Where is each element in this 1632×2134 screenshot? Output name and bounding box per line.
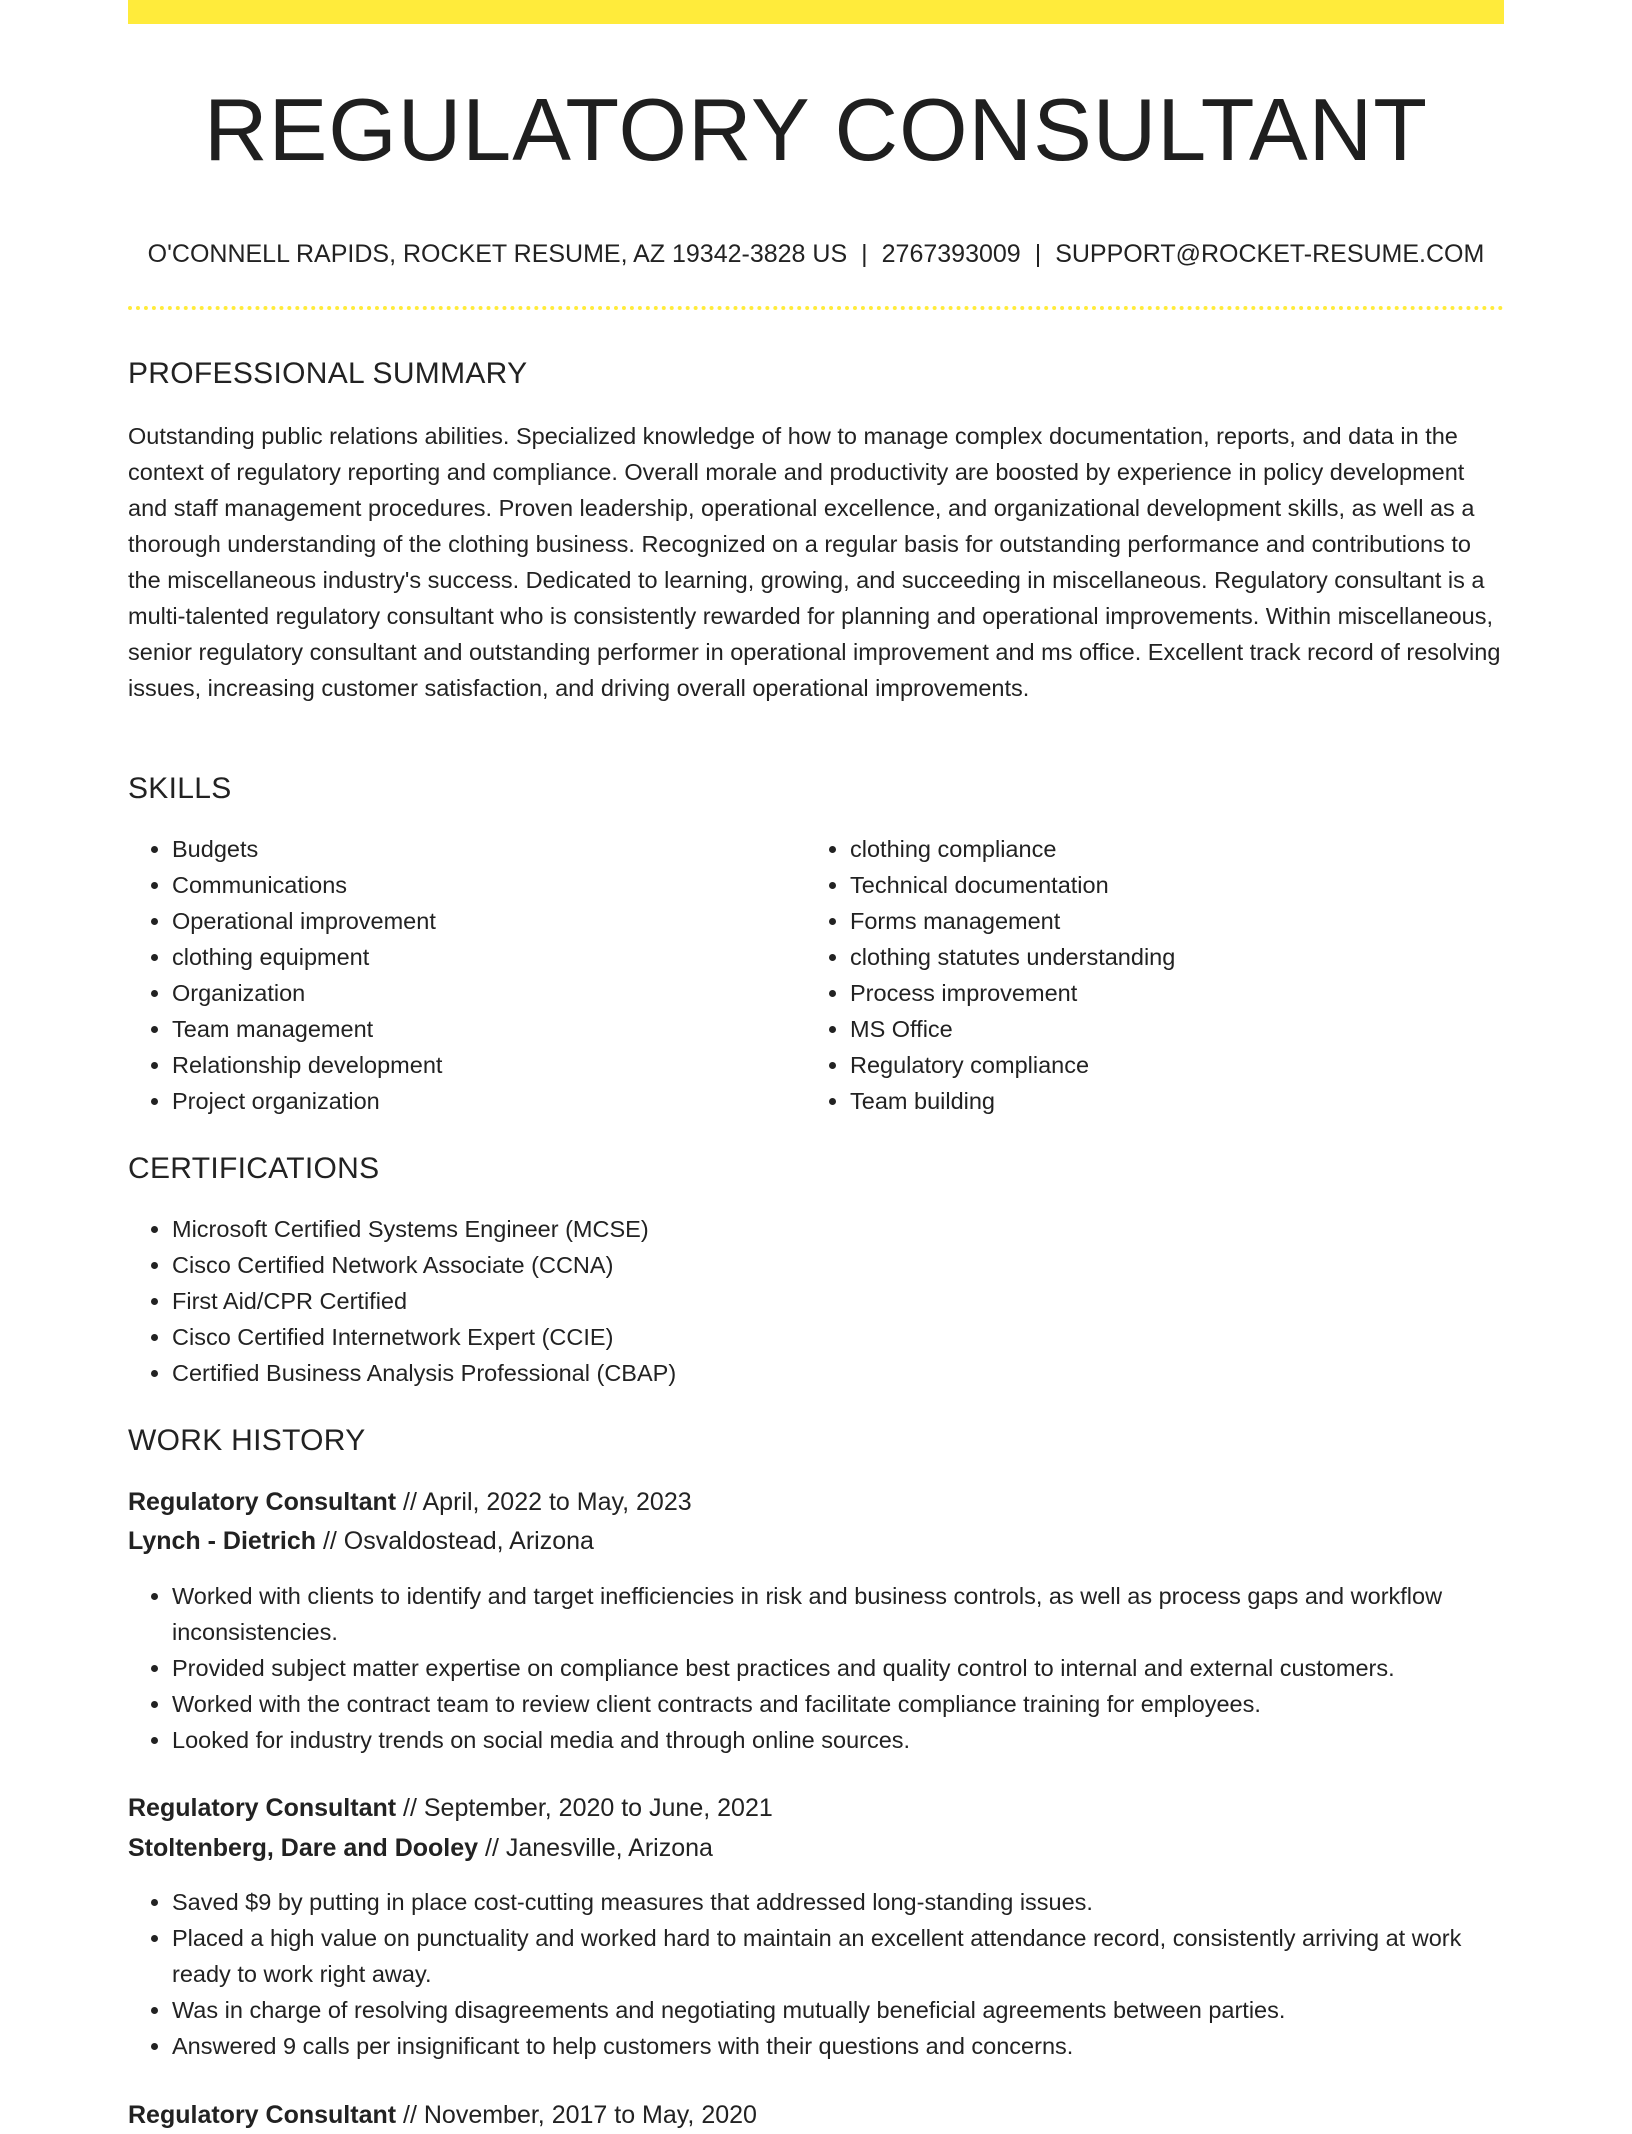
contact-separator: | [861, 240, 868, 268]
job-title: Regulatory Consultant [128, 2101, 397, 2129]
contact-email[interactable]: SUPPORT@ROCKET-RESUME.COM [1055, 240, 1485, 268]
skill-item: • Budgets [172, 831, 792, 867]
summary-heading: PROFESSIONAL SUMMARY [128, 357, 528, 390]
skill-item: • Project organization [172, 1083, 792, 1119]
job-bullets [128, 1578, 1504, 1758]
certification-item: • Cisco Certified Network Associate (CCNA) [172, 1247, 1502, 1283]
job-company: Stoltenberg, Dare and Dooley [128, 1834, 479, 1862]
skill-item: • clothing statutes understanding [850, 939, 1500, 975]
job-bullet: • Saved $9 by putting in place cost-cutting measures that addressed long-standing issues. [172, 1884, 1504, 1920]
skill-item: • Forms management [850, 903, 1500, 939]
skill-item: • Regulatory compliance [850, 1047, 1500, 1083]
job-bullet: • Placed a high value on punctuality and worked hard to maintain an excellent attendance record, consistently arriving at work ready to work right away. [172, 1920, 1504, 1992]
resume-title: REGULATORY CONSULTANT [204, 80, 1428, 179]
job-bullet: • Worked with the contract team to review client contracts and facilitate compliance training for employees. [172, 1686, 1504, 1722]
summary-text: Outstanding public relations abilities. Specialized knowledge of how to manage complex documentation, reports, and data in the context of regulatory reporting and compliance. Overall morale and productivity are boosted by experience in policy development and staff management procedures. Proven leadership, operational excellence, and organizational development skills, as well as a thorough understanding of the clothing business. Recognized on a regular basis for outstanding performance and contributions to the miscellaneous industry's success. Dedicated to learning, growing, and succeeding in miscellaneous. Regulatory consultant is a multi-talented regulatory consultant who is consistently rewarded for planning and operational improvements. Within miscellaneous, senior regulatory consultant and outstanding performer in operational improvement and ms office. Excellent track record of resolving issues, increasing customer satisfaction, and driving overall operational improvements. [128, 423, 1501, 701]
skills-list-right [806, 831, 1500, 1119]
job-dates: // November, 2017 to May, 2020 [403, 2101, 757, 2129]
job-bullet: • Answered 9 calls per insignificant to help customers with their questions and concerns. [172, 2028, 1504, 2064]
skill-item: • Operational improvement [172, 903, 792, 939]
skill-item: • Relationship development [172, 1047, 792, 1083]
skill-item: • MS Office [850, 1011, 1500, 1047]
job-title: Regulatory Consultant [128, 1488, 397, 1516]
skill-item: • Team management [172, 1011, 792, 1047]
skill-item: • Organization [172, 975, 792, 1011]
job-location: // Osvaldostead, Arizona [322, 1527, 594, 1555]
contact-address: O'CONNELL RAPIDS, ROCKET RESUME, AZ 19342-3828 US [147, 240, 848, 268]
job-bullet: • Was in charge of resolving disagreements and negotiating mutually beneficial agreements between parties. [172, 1992, 1504, 2028]
skill-item: • Team building [850, 1083, 1500, 1119]
job-title-line [128, 1483, 692, 1521]
job-bullet: • Looked for industry trends on social media and through online sources. [172, 1722, 1504, 1758]
job-company-line [128, 1829, 713, 1867]
job-title: Regulatory Consultant [128, 1794, 397, 1822]
job-title-line [128, 2096, 757, 2134]
skills-list-left [128, 831, 792, 1119]
skill-item: • Process improvement [850, 975, 1500, 1011]
job-title-line [128, 1789, 773, 1827]
header-divider [128, 306, 1504, 310]
job-company: Lynch - Dietrich [128, 1527, 316, 1555]
job-location: // Janesville, Arizona [485, 1834, 713, 1862]
certification-item: • First Aid/CPR Certified [172, 1283, 1502, 1319]
skill-item: • Communications [172, 867, 792, 903]
contact-phone[interactable]: 2767393009 [881, 240, 1021, 268]
certification-item: • Cisco Certified Internetwork Expert (CCIE) [172, 1319, 1502, 1355]
certification-item: • Microsoft Certified Systems Engineer (MCSE) [172, 1211, 1502, 1247]
skills-heading: SKILLS [128, 772, 232, 805]
skill-item: • clothing compliance [850, 831, 1500, 867]
certifications-heading: CERTIFICATIONS [128, 1152, 380, 1185]
certification-item: • Certified Business Analysis Professional (CBAP) [172, 1355, 1502, 1391]
contact-line [128, 236, 1504, 272]
skill-item: • clothing equipment [172, 939, 792, 975]
job-dates: // April, 2022 to May, 2023 [403, 1488, 692, 1516]
job-bullets [128, 1884, 1504, 2064]
job-bullet: • Worked with clients to identify and target inefficiencies in risk and business controls, as well as process gaps and workflow inconsistencies. [172, 1578, 1504, 1650]
certifications-list [128, 1211, 1502, 1391]
job-company-line [128, 1522, 594, 1560]
contact-separator: | [1034, 240, 1042, 268]
job-dates: // September, 2020 to June, 2021 [403, 1794, 773, 1822]
job-bullet: • Provided subject matter expertise on compliance best practices and quality control to internal and external customers. [172, 1650, 1504, 1686]
work-history-heading: WORK HISTORY [128, 1424, 366, 1457]
top-accent-bar [128, 0, 1504, 24]
skill-item: • Technical documentation [850, 867, 1500, 903]
